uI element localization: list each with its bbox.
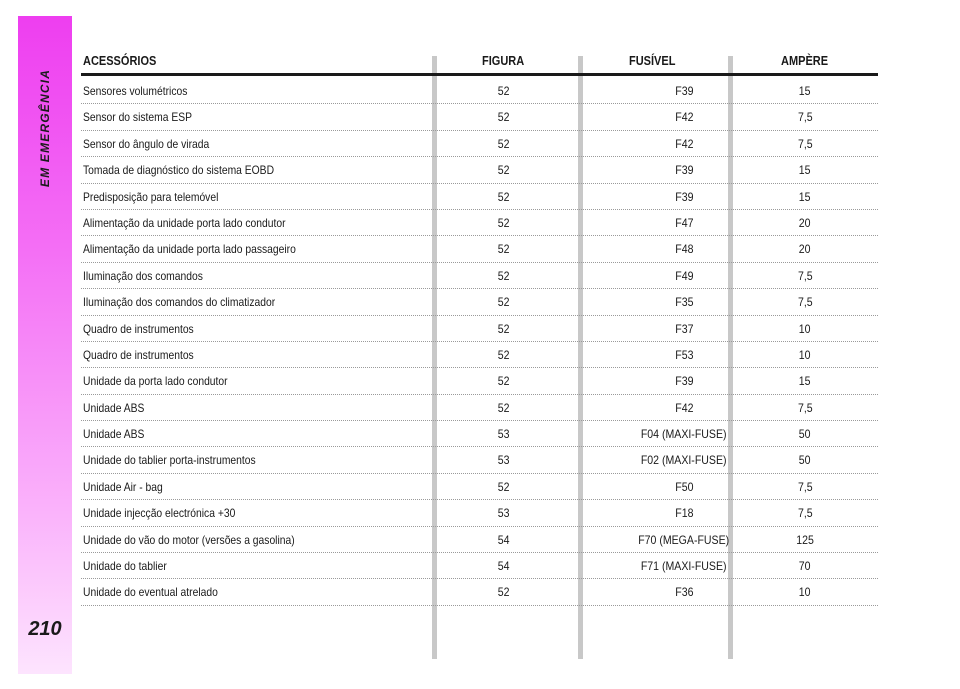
ampere-cell: 10 <box>799 321 811 336</box>
ampere-cell: 20 <box>799 242 811 257</box>
fuse-cell: F50 <box>674 479 694 494</box>
fuse-cell: F35 <box>674 295 694 310</box>
table-row <box>81 342 878 368</box>
ampere-cell: 125 <box>796 532 814 547</box>
figure-cell: 52 <box>498 163 510 178</box>
section-title: EM EMERGÊNCIA <box>38 68 52 188</box>
page-number: 210 <box>28 618 62 640</box>
table-body <box>81 78 878 606</box>
accessory-cell: Unidade ABS <box>83 400 145 415</box>
accessory-cell: Unidade do tablier <box>83 559 167 574</box>
table-header <box>81 52 878 75</box>
fuse-cell: F39 <box>674 189 694 204</box>
accessory-cell: Sensores volumétricos <box>83 84 188 98</box>
figure-cell: 52 <box>498 242 510 257</box>
table-row <box>81 447 878 473</box>
accessory-cell: Unidade ABS <box>83 427 145 442</box>
fuse-cell: F39 <box>674 374 694 389</box>
ampere-cell: 15 <box>799 84 811 98</box>
accessory-cell: Unidade Air - bag <box>83 479 163 494</box>
figure-cell: 52 <box>498 136 510 151</box>
fuse-cell: F02 (MAXI-FUSE) <box>641 453 727 468</box>
accessory-cell: Quadro de instrumentos <box>83 321 194 336</box>
figure-cell: 53 <box>498 506 510 521</box>
fuse-cell: F18 <box>674 506 694 521</box>
ampere-cell: 20 <box>799 215 811 230</box>
fuse-cell: F47 <box>674 215 694 230</box>
accessory-cell: Sensor do ângulo de virada <box>83 136 210 151</box>
accessory-cell: Quadro de instrumentos <box>83 347 194 362</box>
figure-cell: 52 <box>498 585 510 600</box>
fuse-cell: F04 (MAXI-FUSE) <box>641 427 727 442</box>
table-row <box>81 421 878 447</box>
accessory-cell: Unidade do eventual atrelado <box>83 585 218 600</box>
fuse-cell: F48 <box>674 242 694 257</box>
table-row <box>81 184 878 210</box>
table-row <box>81 78 878 104</box>
fuse-cell: F53 <box>674 347 694 362</box>
accessory-cell: Unidade do tablier porta-instrumentos <box>83 453 256 468</box>
table-row <box>81 210 878 236</box>
ampere-cell: 70 <box>799 559 811 574</box>
fuse-cell: F70 (MEGA-FUSE) <box>638 532 730 547</box>
figure-cell: 52 <box>498 110 510 125</box>
ampere-cell: 10 <box>799 585 811 600</box>
figure-cell: 52 <box>498 347 510 362</box>
fuse-cell: F37 <box>674 321 694 336</box>
table-row <box>81 527 878 553</box>
figure-cell: 52 <box>498 479 510 494</box>
accessory-cell: Alimentação da unidade porta lado passageiro <box>83 242 296 257</box>
figure-cell: 52 <box>498 189 510 204</box>
figure-cell: 52 <box>498 268 510 283</box>
figure-cell: 52 <box>498 295 510 310</box>
table-row <box>81 131 878 157</box>
table-row <box>81 500 878 526</box>
table-row <box>81 263 878 289</box>
fuse-cell: F71 (MAXI-FUSE) <box>641 559 727 574</box>
ampere-cell: 15 <box>799 163 811 178</box>
ampere-cell: 10 <box>799 347 811 362</box>
fuse-cell: F42 <box>674 136 694 151</box>
ampere-cell: 7,5 <box>797 268 813 283</box>
table-row <box>81 474 878 500</box>
figure-cell: 53 <box>498 453 510 468</box>
table-row <box>81 236 878 262</box>
table-row <box>81 553 878 579</box>
ampere-cell: 50 <box>799 427 811 442</box>
accessory-cell: Tomada de diagnóstico do sistema EOBD <box>83 163 275 178</box>
table-row <box>81 316 878 342</box>
table-row <box>81 104 878 130</box>
fuse-cell: F49 <box>674 268 694 283</box>
figure-cell: 52 <box>498 84 510 98</box>
accessory-cell: Alimentação da unidade porta lado condutor <box>83 215 286 230</box>
accessory-cell: Predisposição para telemóvel <box>83 189 219 204</box>
header-rule <box>81 73 878 76</box>
figure-cell: 52 <box>498 400 510 415</box>
figure-cell: 52 <box>498 215 510 230</box>
fuse-cell: F36 <box>674 585 694 600</box>
ampere-cell: 15 <box>799 189 811 204</box>
accessory-cell: Unidade injecção electrónica +30 <box>83 506 236 521</box>
table-row <box>81 368 878 394</box>
ampere-cell: 7,5 <box>797 136 813 151</box>
header-figure: FIGURA <box>482 54 525 68</box>
header-ampere: AMPÈRE <box>781 54 829 68</box>
accessory-cell: Unidade da porta lado condutor <box>83 374 228 389</box>
fuse-cell: F39 <box>674 163 694 178</box>
accessory-cell: Sensor do sistema ESP <box>83 110 192 125</box>
ampere-cell: 7,5 <box>797 295 813 310</box>
ampere-cell: 7,5 <box>797 479 813 494</box>
fuse-cell: F42 <box>674 400 694 415</box>
figure-cell: 54 <box>498 559 510 574</box>
ampere-cell: 7,5 <box>797 400 813 415</box>
table-row <box>81 157 878 183</box>
figure-cell: 52 <box>498 321 510 336</box>
figure-cell: 54 <box>498 532 510 547</box>
header-accessory: ACESSÓRIOS <box>83 54 157 68</box>
ampere-cell: 7,5 <box>797 506 813 521</box>
table-row <box>81 395 878 421</box>
fuse-cell: F39 <box>674 84 694 98</box>
table-row <box>81 579 878 605</box>
ampere-cell: 50 <box>799 453 811 468</box>
figure-cell: 52 <box>498 374 510 389</box>
ampere-cell: 7,5 <box>797 110 813 125</box>
accessory-cell: Unidade do vão do motor (versões a gasolina) <box>83 532 295 547</box>
figure-cell: 53 <box>498 427 510 442</box>
header-fuse: FUSÍVEL <box>629 54 676 68</box>
ampere-cell: 15 <box>799 374 811 389</box>
table-row <box>81 289 878 315</box>
accessory-cell: Iluminação dos comandos <box>83 268 203 283</box>
accessory-cell: Iluminação dos comandos do climatizador <box>83 295 276 310</box>
fuse-cell: F42 <box>674 110 694 125</box>
